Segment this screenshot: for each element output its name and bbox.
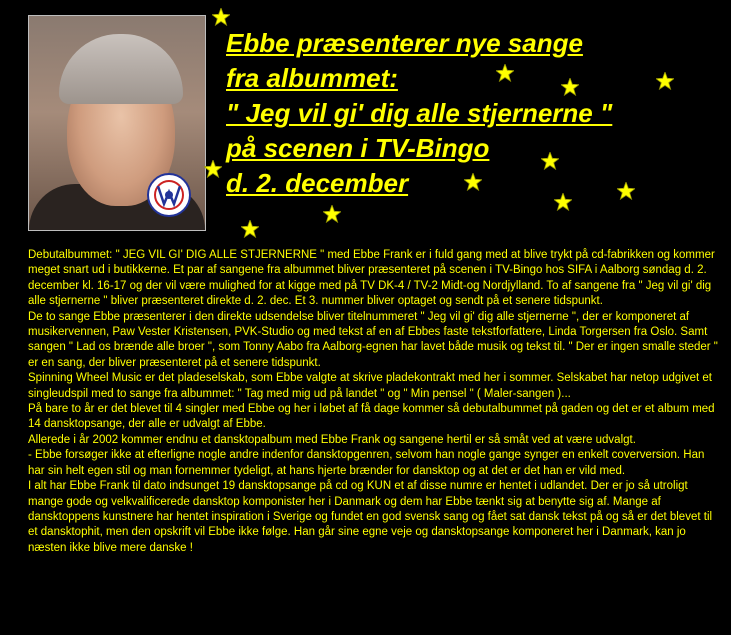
title-line-1: Ebbe præsenterer nye sange <box>226 28 583 58</box>
title-line-5: d. 2. december <box>226 168 409 198</box>
page-title <box>226 26 612 201</box>
star-icon <box>464 173 482 191</box>
star-icon <box>496 64 514 82</box>
star-icon <box>561 78 579 96</box>
title-line-2: fra albummet: <box>226 63 398 93</box>
article-paragraph: Debutalbummet: " JEG VIL GI' DIG ALLE STJERNERNE " med Ebbe Frank er i fuld gang med at blive trykt på cd-fabrikken og kommer meget snart ud i butikkerne. Et par af sangene fra albummet bliver præsenteret på scenen i TV-Bingo hos SIFA i Aalborg søndag d. 2. december kl. 16-17 og der vil være mulighed for at kigge med på TV DK-4 / TV-2 Midt-og Nordjylland. To af sangene fra " Jeg vil gi' dig alle stjernerne " bliver præsenteret direkte d. 2. dec. Et 3. nummer bliver optaget og sendt på et senere tidspunkt. <box>28 249 715 308</box>
star-icon <box>541 152 559 170</box>
article-paragraph: På bare to år er det blevet til 4 singler med Ebbe og her i løbet af få dage kommer så debutalbummet på gaden og det er et album med 14 dansktopsange, der alle er udvalgt af Ebbe. <box>28 403 715 431</box>
article-paragraph: Spinning Wheel Music er det pladeselskab, som Ebbe valgte at skrive pladekontrakt med her i sommer. Selskabet har netop udgivet et singleudspil med to sange fra albummet: " Tag med mig ud på landet " og " Min pensel " ( Maler-sangen )... <box>28 372 712 400</box>
star-icon <box>212 8 230 26</box>
article-paragraph: De to sange Ebbe præsenterer i den direkte udsendelse bliver titelnummeret " Jeg vil gi' dig alle stjernerne ", der er komponeret af musikervennen, Paw Vester Kristensen, PVK-Studio og med tekst af en af Ebbes faste tekstforfattere, Linda Torgersen fra Oslo. Samt sangen " Lad os brænde alle broer ", som Tonny Aabo fra Aalborg-egnen har lavet både musik og tekst til. " Der er ingen smalle steder " er en sang, der bliver præsenteret på et senere tidspunkt. <box>28 310 718 369</box>
star-icon <box>241 220 259 238</box>
star-icon <box>204 160 222 178</box>
article-paragraph: - Ebbe forsøger ikke at efterligne nogle andre indenfor dansktopgenren, selvom han nogle gange synger en enkelt coverversion. Han har sin helt egen stil og man fornemmer tydeligt, at hans hjerte brænder for dansktop og at det er det han er vild med. <box>28 449 705 477</box>
article-paragraph: I alt har Ebbe Frank til dato indsunget 19 dansktopsange på cd og KUN et af disse numre er hentet i udlandet. Der er jo så utroligt mange gode og velkvalificerede dansktop komponister her i Danmark og dem har Ebbe tænkt sig at benytte sig af. Mange af dansktoppens kunstnere har hentet inspiration i Sverige og fundet en god svensk sang og fået sat dansk tekst på og så er det blevet til et dansktophit, men den opskrift vil Ebbe ikke følge. Han går sine egne veje og dansktopsange komponeret her i Danmark, kan jo næsten ikke blive mere danske ! <box>28 480 713 554</box>
star-icon <box>554 193 572 211</box>
article-paragraph: Allerede i år 2002 kommer endnu et dansktopalbum med Ebbe Frank og sangene hertil er så småt ved at være udvalgt. <box>28 433 636 446</box>
article-body <box>28 248 724 556</box>
title-line-3: " Jeg vil gi' dig alle stjernerne " <box>226 98 613 128</box>
photo-hair <box>59 34 183 104</box>
star-icon <box>656 72 674 90</box>
record-logo-icon <box>146 172 192 218</box>
star-icon <box>617 182 635 200</box>
star-icon <box>323 205 341 223</box>
title-line-4: på scenen i TV-Bingo <box>226 133 490 163</box>
